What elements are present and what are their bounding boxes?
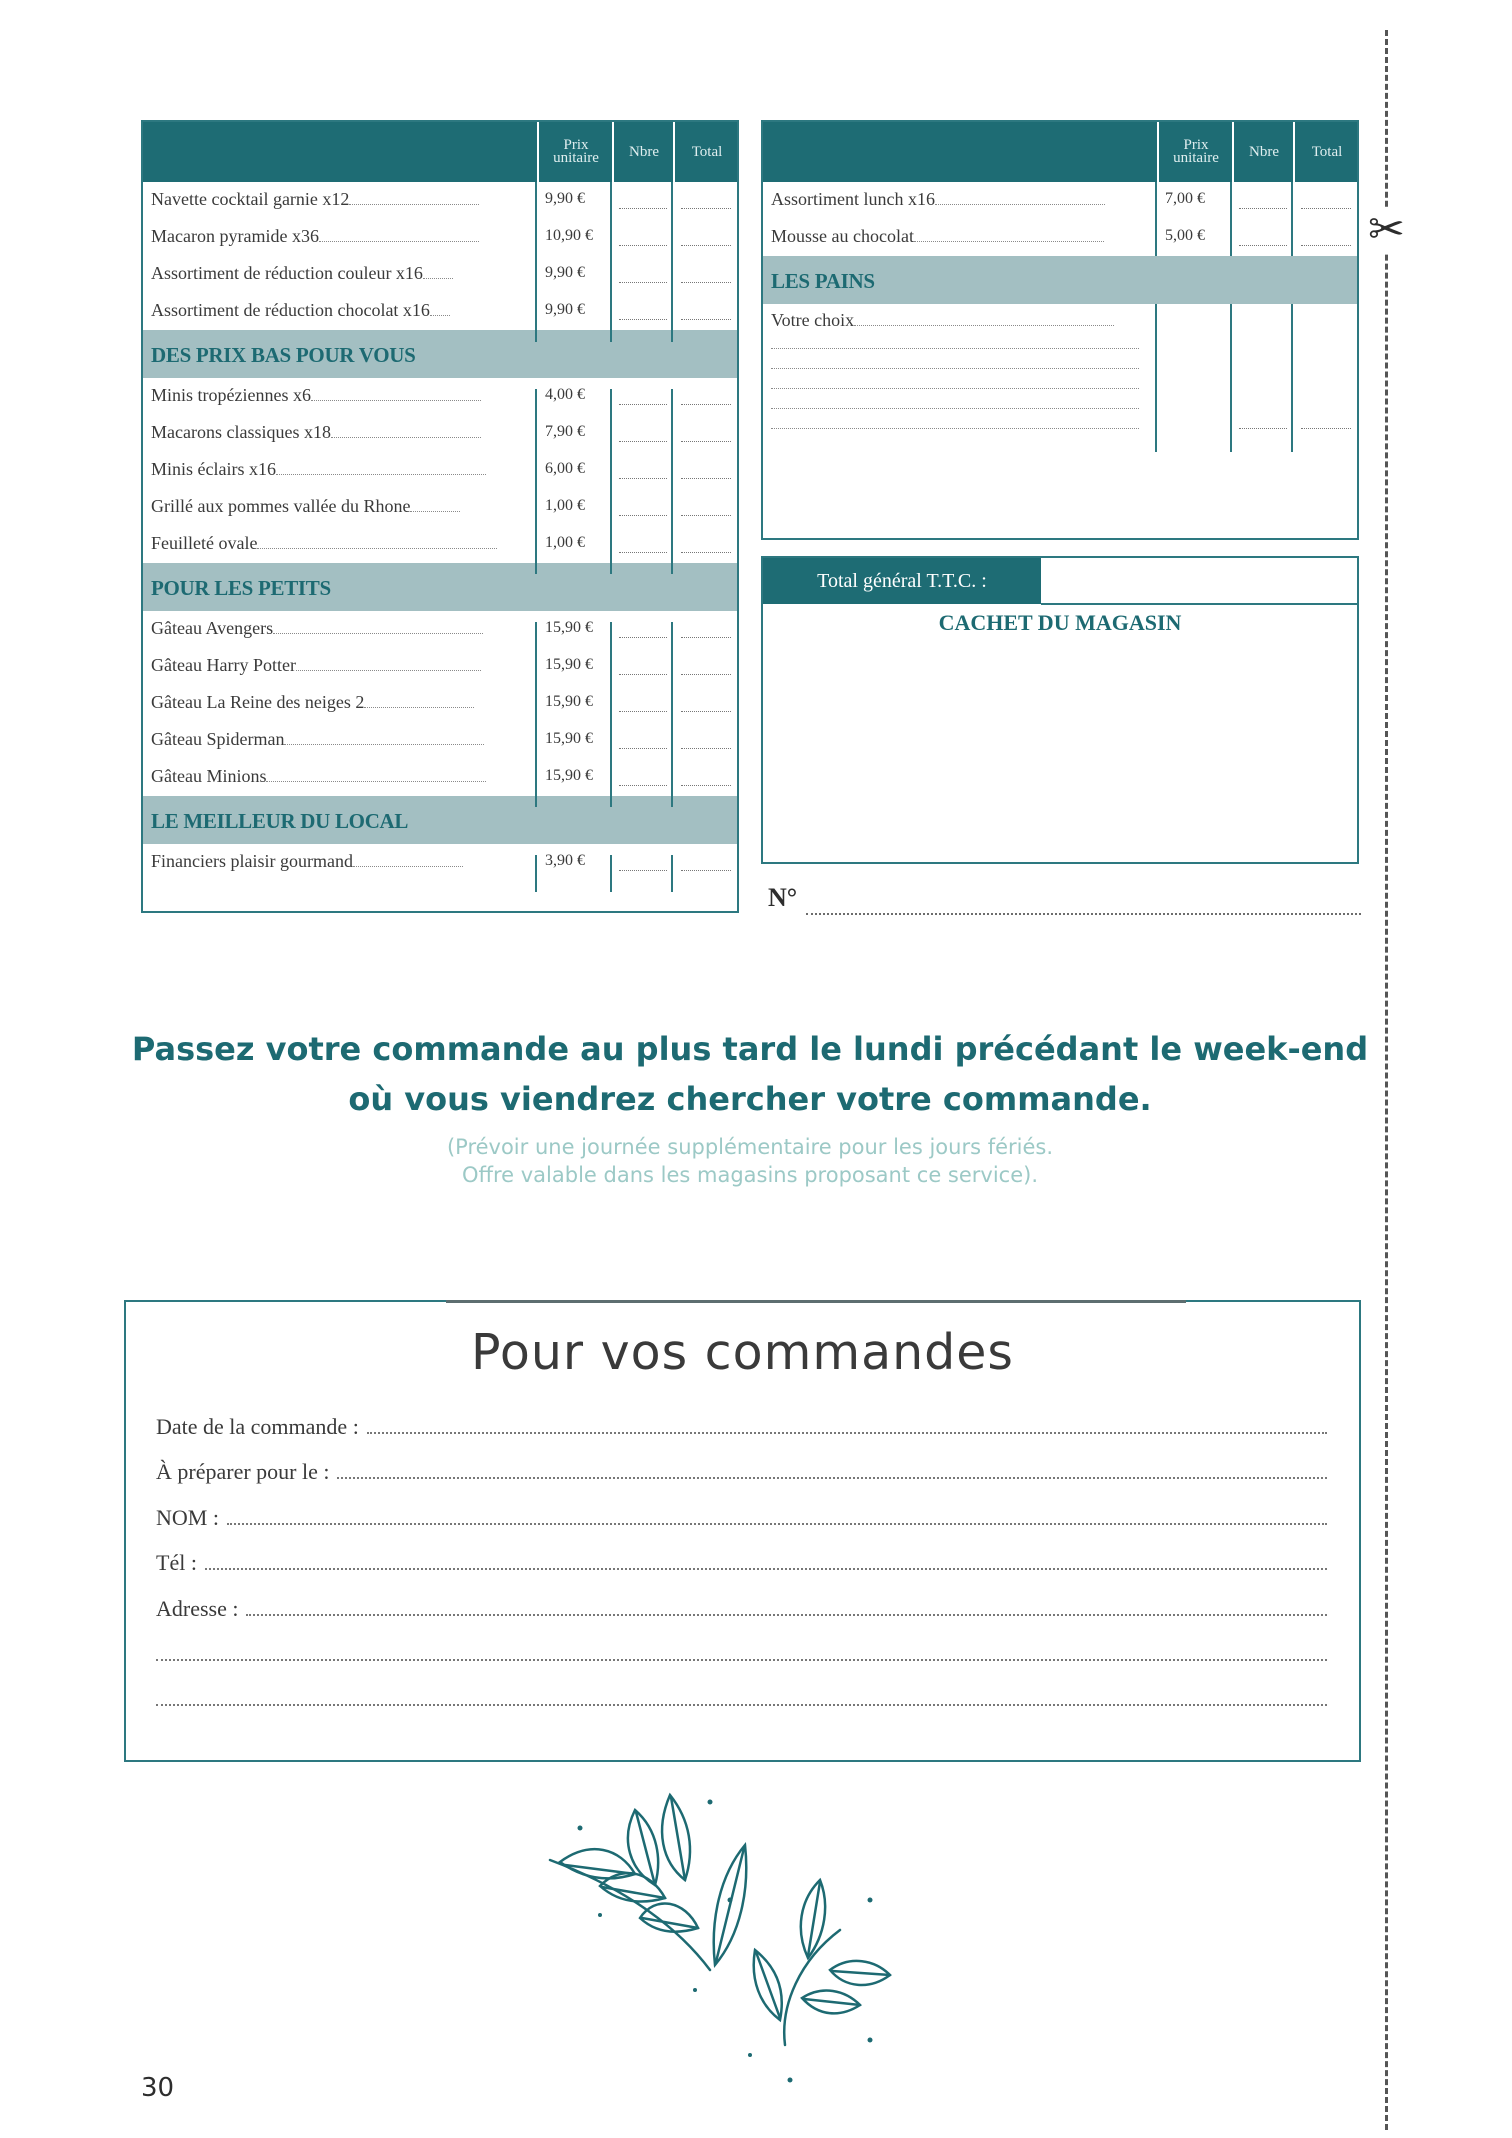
list-item[interactable]: Macaron pyramide x36 10,90 €: [143, 219, 737, 256]
items-group-top: [143, 182, 737, 330]
column-divider: [1155, 182, 1157, 256]
total-header: Total: [1293, 122, 1359, 182]
column-divider: [1155, 304, 1157, 452]
qty-blank[interactable]: [1239, 428, 1287, 429]
address-field[interactable]: Adresse :: [156, 1592, 1327, 1622]
order-deadline-line2: où vous viendrez chercher votre commande.: [348, 1080, 1152, 1118]
left-order-table: [141, 120, 739, 913]
list-item[interactable]: Minis tropéziennes x6 4,00 €: [143, 378, 737, 415]
form-title: Pour vos commandes: [471, 1324, 1014, 1381]
column-divider: [610, 855, 612, 892]
phone-field[interactable]: Tél :: [156, 1546, 1327, 1576]
total-header: Total: [673, 122, 739, 182]
list-item[interactable]: Navette cocktail garnie x12 9,90 €: [143, 182, 737, 219]
column-divider: [535, 622, 537, 807]
list-item[interactable]: Gâteau Minions 15,90 €: [143, 759, 737, 796]
section-header: POUR LES PETITS: [143, 563, 737, 611]
address-line[interactable]: [156, 1682, 1327, 1712]
choice-row[interactable]: Votre choix: [771, 310, 1139, 331]
total-blank[interactable]: [1301, 428, 1351, 429]
column-divider: [671, 622, 673, 807]
column-divider: [535, 389, 537, 574]
choice-line[interactable]: [771, 368, 1139, 369]
form-top-accent: [446, 1300, 1186, 1303]
address-line[interactable]: [156, 1637, 1327, 1667]
list-item[interactable]: Assortiment lunch x16 7,00 €: [763, 182, 1357, 219]
items-group-prix-bas: [143, 378, 737, 563]
leaf-branch-icon: [540, 1790, 920, 2090]
list-item[interactable]: Assortiment de réduction couleur x16 9,90 €: [143, 256, 737, 293]
list-item[interactable]: Gâteau La Reine des neiges 2 15,90 €: [143, 685, 737, 722]
order-deadline-line1: Passez votre commande au plus tard le lundi précédant le week-end: [131, 1030, 1369, 1068]
choice-line[interactable]: [771, 428, 1139, 429]
items-group-petits: [143, 611, 737, 796]
column-divider: [671, 389, 673, 574]
column-divider: [535, 855, 537, 892]
qty-header: Nbre: [1232, 122, 1294, 182]
items-group-local: [143, 844, 737, 881]
column-divider: [671, 182, 673, 342]
list-item[interactable]: Minis éclairs x16 6,00 €: [143, 452, 737, 489]
page-number: 30: [141, 2073, 175, 2103]
store-stamp-box: [761, 556, 1359, 864]
section-header: DES PRIX BAS POUR VOUS: [143, 330, 737, 378]
right-table-header: [763, 122, 1357, 182]
list-item[interactable]: Gâteau Spiderman 15,90 €: [143, 722, 737, 759]
column-divider: [671, 855, 673, 892]
column-divider: [610, 389, 612, 574]
order-form: [124, 1300, 1361, 1762]
column-divider: [535, 182, 537, 342]
right-order-table: [761, 120, 1359, 540]
ready-date-field[interactable]: À préparer pour le :: [156, 1455, 1327, 1485]
order-number-label: N°: [768, 883, 798, 912]
section-header: LE MEILLEUR DU LOCAL: [143, 796, 737, 844]
grand-total-label: Total général T.T.C. :: [763, 558, 1041, 604]
price-header: Prix unitaire: [537, 122, 613, 182]
grand-total-field[interactable]: [1041, 603, 1357, 605]
price-header: Prix unitaire: [1157, 122, 1233, 182]
list-item[interactable]: Assortiment de réduction chocolat x16 9,90 €: [143, 293, 737, 330]
scissors-icon: ✂: [1368, 204, 1405, 255]
column-divider: [610, 182, 612, 342]
bread-choice-area: [763, 304, 1357, 454]
qty-header: Nbre: [612, 122, 674, 182]
left-table-header: [143, 122, 737, 182]
section-header: LES PAINS: [763, 256, 1357, 304]
list-item[interactable]: Grillé aux pommes vallée du Rhone 1,00 €: [143, 489, 737, 526]
list-item[interactable]: Mousse au chocolat 5,00 €: [763, 219, 1357, 256]
list-item[interactable]: Gâteau Harry Potter 15,90 €: [143, 648, 737, 685]
store-stamp-label: CACHET DU MAGASIN: [938, 610, 1182, 635]
choice-line[interactable]: [771, 348, 1139, 349]
choice-line[interactable]: [771, 408, 1139, 409]
order-date-field[interactable]: Date de la commande :: [156, 1410, 1327, 1440]
order-number-field[interactable]: [806, 913, 1361, 915]
cut-line: [1385, 30, 1388, 2130]
column-divider: [610, 622, 612, 807]
column-divider: [1291, 182, 1293, 256]
list-item[interactable]: Macarons classiques x18 7,90 €: [143, 415, 737, 452]
column-divider: [1230, 182, 1232, 256]
list-item[interactable]: Gâteau Avengers 15,90 €: [143, 611, 737, 648]
list-item[interactable]: Financiers plaisir gourmand 3,90 €: [143, 844, 737, 881]
column-divider: [1230, 304, 1232, 452]
choice-line[interactable]: [771, 388, 1139, 389]
holiday-note: (Prévoir une journée supplémentaire pour les jours fériés.: [446, 1135, 1054, 1159]
offer-note: Offre valable dans les magasins proposant ce service).: [461, 1163, 1039, 1187]
column-divider: [1291, 304, 1293, 452]
name-field[interactable]: NOM :: [156, 1501, 1327, 1531]
list-item[interactable]: Feuilleté ovale 1,00 €: [143, 526, 737, 563]
